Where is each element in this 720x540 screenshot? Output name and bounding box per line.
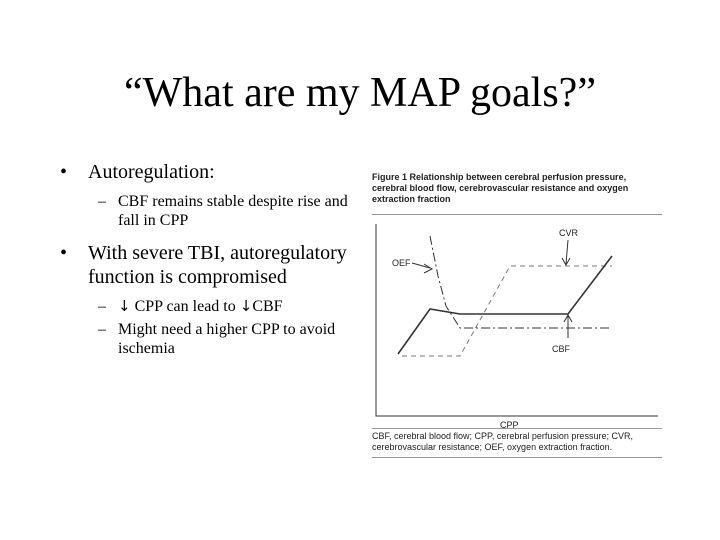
sub-bullet-cpp-cbf [60, 297, 360, 316]
bullet-text: Autoregulation: [88, 161, 215, 183]
figure-panel [372, 160, 662, 460]
bullet-severe-tbi [60, 241, 360, 289]
sub-bullet-marker: – [98, 193, 106, 210]
label-x-axis: CPP [500, 420, 519, 428]
figure-caption: Figure 1 Relationship between cerebral perfusion pressure, cerebral blood flow, cerebrovascular resistance and oxygen extraction fraction [372, 172, 629, 204]
slide-title: “What are my MAP goals?” [124, 70, 596, 116]
cvr-curve [402, 266, 612, 356]
sub-bullet-text: Might need a higher CPP to avoid ischemia [118, 321, 336, 357]
axes [376, 224, 658, 416]
cbf-curve [398, 256, 612, 354]
caption-rule [372, 214, 662, 215]
figure-rule [372, 428, 662, 429]
sub-bullet-text: CBF [252, 298, 283, 315]
sub-bullet-marker: – [98, 298, 106, 315]
footnote-rule [372, 457, 662, 458]
sub-bullet-higher-cpp [60, 320, 360, 358]
cvr-pointer [566, 240, 568, 264]
label-oef: OEF [392, 258, 411, 268]
sub-bullet-text: CBF remains stable despite rise and fall in CPP [118, 193, 348, 229]
sub-bullet-cbf-stable [60, 192, 360, 230]
down-arrow-icon: ↓ [239, 297, 253, 315]
bullet-marker: • [60, 161, 68, 183]
bullet-autoregulation [60, 160, 360, 184]
autoregulation-diagram [372, 218, 662, 428]
label-cbf: CBF [552, 344, 570, 354]
sub-bullet-marker: – [98, 321, 106, 338]
figure-footnote: CBF, cerebral blood flow; CPP, cerebral perfusion pressure; CVR, cerebrovascular resistance; OEF, oxygen extraction fraction. [372, 431, 633, 452]
label-cvr: CVR [559, 228, 579, 238]
sub-bullet-text: CPP can lead to [130, 298, 240, 315]
bullet-text: With severe TBI, autoregulatory function is compromised [88, 242, 347, 288]
down-arrow-icon: ↓ [118, 297, 131, 315]
oef-pointer-head [424, 264, 432, 273]
bullet-list [60, 160, 360, 358]
bullet-marker: • [60, 242, 68, 264]
